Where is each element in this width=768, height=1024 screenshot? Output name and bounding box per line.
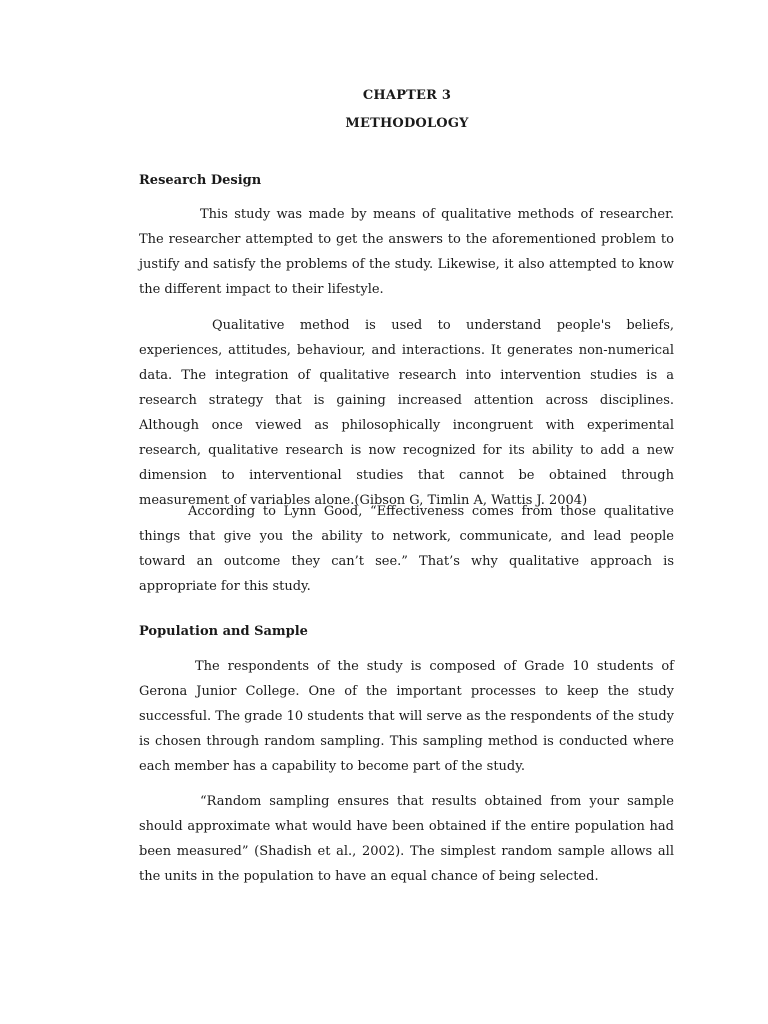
paragraph: “Random sampling ensures that results obtained from your sample should approximate what would have been obtained if the entire population had been measured” (Shadish et al., 2002). The simplest random sample allows all the units in the population to have an equal chance of being selected. (139, 794, 674, 884)
paragraph: The respondents of the study is composed of Grade 10 students of Gerona Junior College. One of the important processes to keep the study successful. The grade 10 students that will serve as the respondents of the study is chosen through random sampling. This sampling method is conducted where each member has a capability to become part of the study. (139, 659, 674, 774)
paragraph: Qualitative method is used to understand people's beliefs, experiences, attitudes, behaviour, and interactions. It generates non-numerical data. The integration of qualitative research into intervention studies is a research strategy that is gaining increased attention across disciplines. Although once viewed as philosophically incongruent with experimental research, qualitative research is now recognized for its ability to add a new dimension to interventional studies that cannot be obtained through measurement of variables alone.(Gibson G, Timlin A, Wattis J. 2004) (139, 318, 674, 508)
section-heading-research-design: Research Design (139, 173, 262, 188)
section-heading-population-and-sample: Population and Sample (139, 624, 308, 639)
paragraph: This study was made by means of qualitative methods of researcher. The researcher attempted to get the answers to the aforementioned problem to justify and satisfy the problems of the study. Likewise, it also attempted to know the different impact to their lifestyle. (139, 207, 674, 297)
chapter-number: CHAPTER 3 (362, 88, 452, 103)
chapter-title: METHODOLOGY (345, 116, 469, 131)
paragraph: According to Lynn Good, “Effectiveness comes from those qualitative things that give you the ability to network, communicate, and lead people toward an outcome they can’t see.” That’s why qualitative approach is appropriate for this study. (139, 504, 674, 594)
